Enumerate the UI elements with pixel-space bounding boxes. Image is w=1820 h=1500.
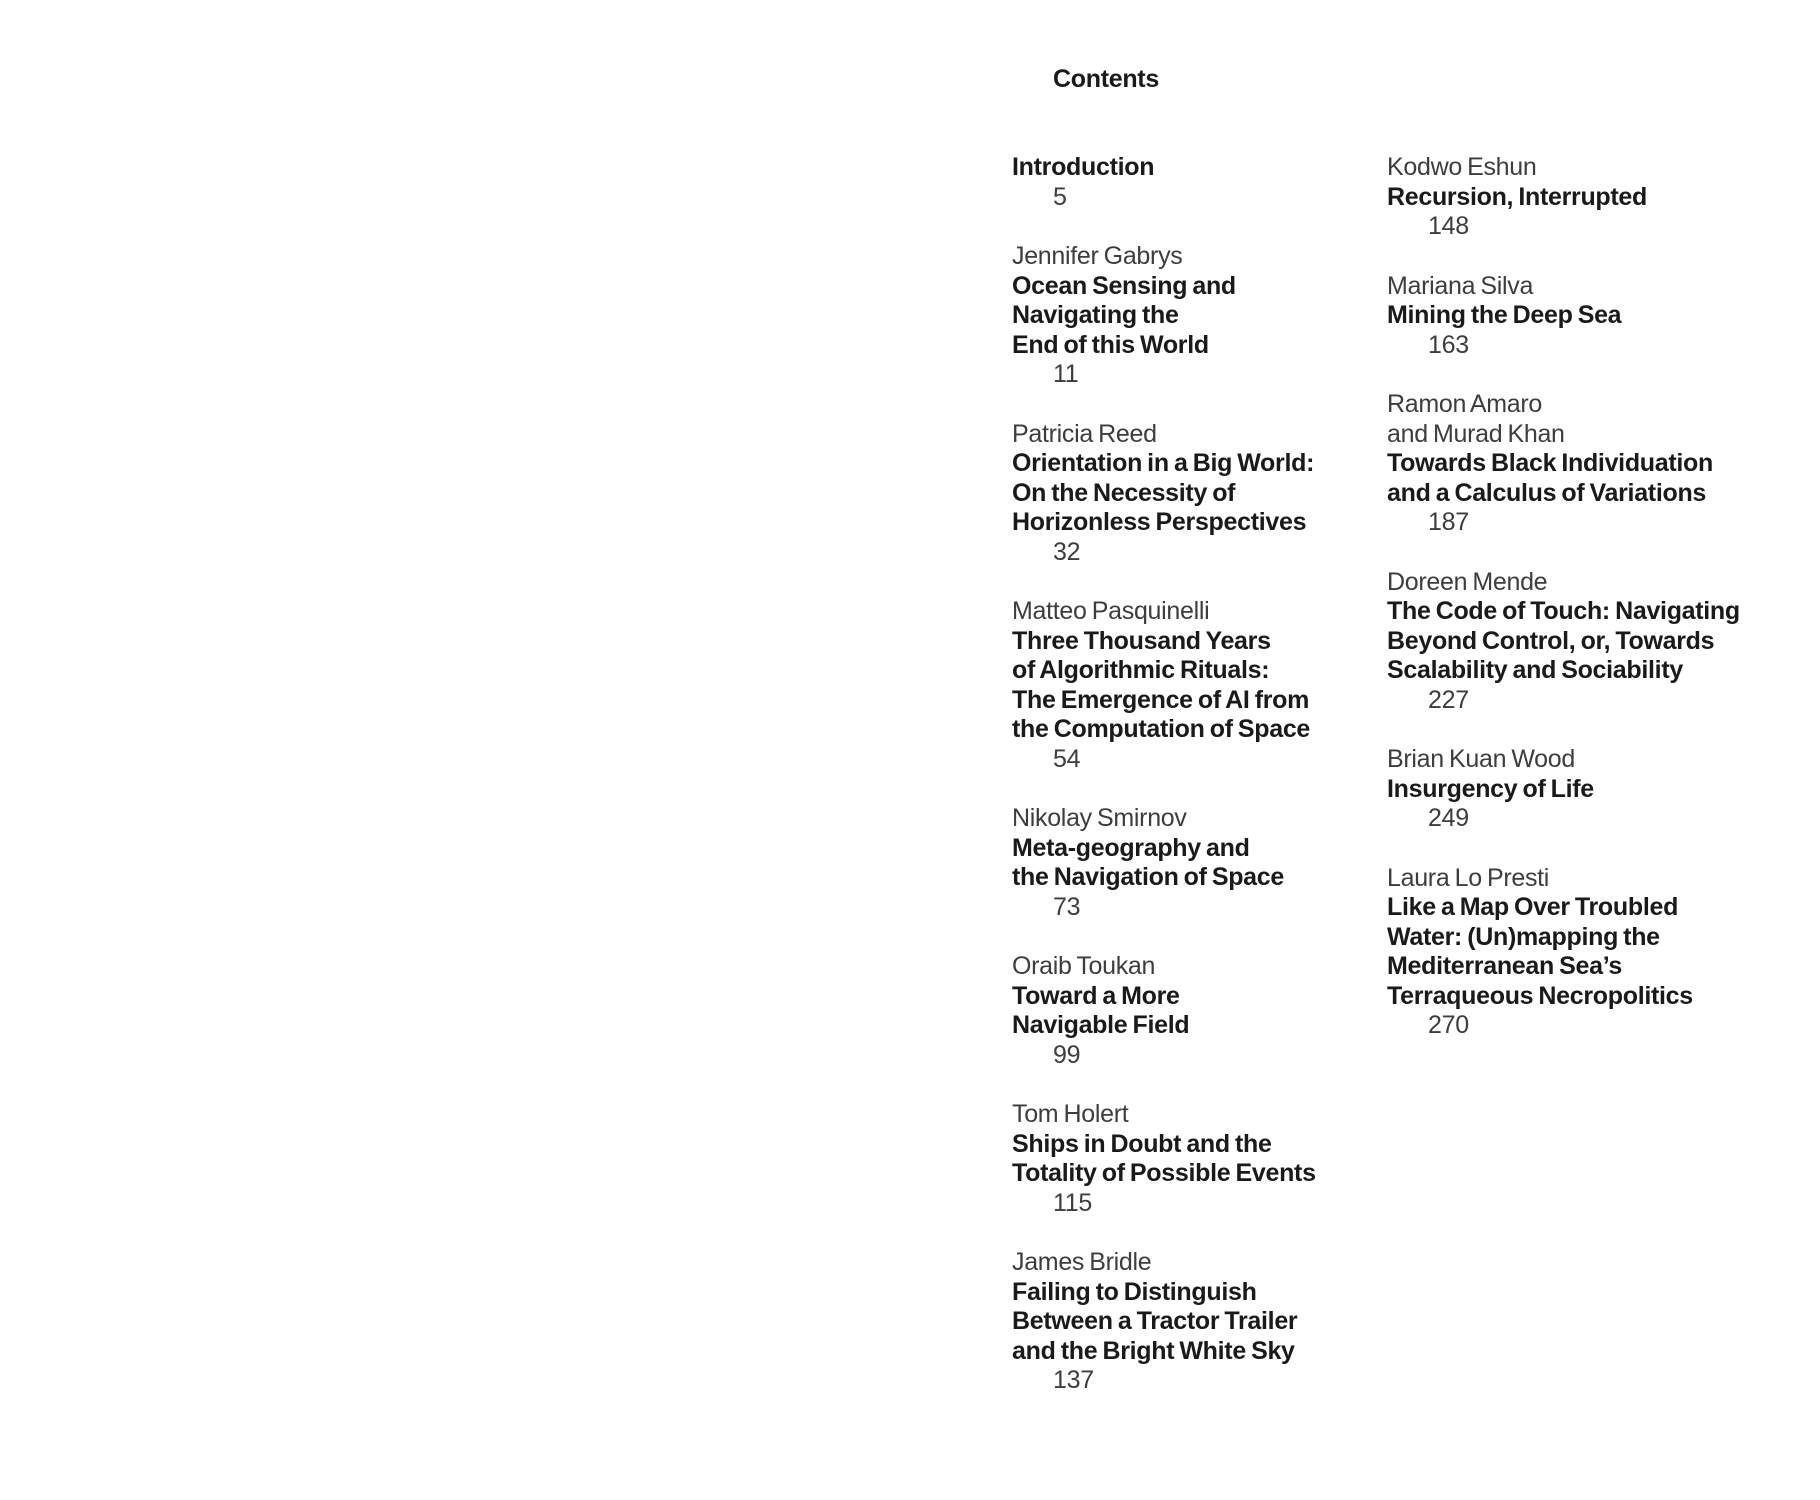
toc-entry-author: Matteo Pasquinelli (1012, 597, 1210, 625)
toc-entry-title: Orientation in a Big World: (1012, 449, 1315, 477)
toc-entry-page-number: 11 (1053, 360, 1079, 388)
toc-entry-title: Navigable Field (1012, 1011, 1190, 1039)
toc-entry-page-number: 187 (1428, 508, 1469, 536)
toc-entry-author: Jennifer Gabrys (1012, 242, 1183, 270)
toc-entry-title: Recursion, Interrupted (1387, 182, 1647, 211)
toc-entry-title: Towards Black Individuation (1387, 449, 1713, 477)
toc-entry-author: James Bridle (1012, 1248, 1152, 1276)
toc-entry-title: Scalability and Sociability (1387, 656, 1683, 684)
toc-entry-page-number: 5 (1053, 182, 1067, 211)
toc-entry-title: Toward a More (1012, 981, 1180, 1010)
toc-entry-page-number: 148 (1428, 212, 1469, 240)
toc-entry-page-number: 73 (1053, 892, 1081, 921)
toc-entry-title: and the Bright White Sky (1012, 1336, 1295, 1365)
toc-entry-page-number: 137 (1053, 1366, 1094, 1394)
toc-entry-title: Introduction (1012, 153, 1155, 181)
toc-entry-title: the Computation of Space (1012, 715, 1311, 743)
toc-entry-author: Nikolay Smirnov (1012, 804, 1187, 832)
toc-entry-author: Brian Kuan Wood (1387, 745, 1575, 773)
toc-entry-title: Mediterranean Sea’s (1387, 952, 1623, 980)
toc-entry-author: Tom Holert (1012, 1100, 1129, 1128)
toc-entry (1387, 390, 1757, 538)
toc-entry-title: Meta-geography and (1012, 833, 1250, 862)
page-title: Contents (1053, 65, 1159, 93)
toc-column-right (1387, 153, 1757, 1071)
toc-entry-page-number: 54 (1053, 744, 1081, 773)
toc-entry-title: On the Necessity of (1012, 478, 1236, 507)
toc-entry (1012, 420, 1382, 568)
toc-entry-title: and a Calculus of Variations (1387, 478, 1707, 507)
toc-entry-title: Like a Map Over Troubled (1387, 893, 1679, 921)
toc-entry-author: Laura Lo Presti (1387, 863, 1550, 892)
toc-entry (1012, 952, 1382, 1070)
toc-entry-page-number: 115 (1053, 1188, 1092, 1217)
toc-entry-title: Ships in Doubt and the (1012, 1129, 1272, 1158)
toc-entry-author: Mariana Silva (1387, 271, 1534, 300)
toc-entry-title: Navigating the (1012, 301, 1179, 329)
toc-entry-title: Between a Tractor Trailer (1012, 1307, 1298, 1335)
toc-entry (1387, 745, 1757, 834)
toc-entry-page-number: 249 (1428, 804, 1469, 832)
toc-entry-author: Doreen Mende (1387, 567, 1548, 596)
toc-entry-author: Kodwo Eshun (1387, 153, 1537, 181)
toc-entry (1387, 153, 1757, 242)
toc-entry-page-number: 99 (1053, 1040, 1081, 1069)
toc-entry-author: Patricia Reed (1012, 419, 1157, 448)
toc-entry-title: the Navigation of Space (1012, 863, 1284, 891)
toc-entry-title: Horizonless Perspectives (1012, 508, 1307, 536)
toc-entry-title: Totality of Possible Events (1012, 1159, 1316, 1187)
toc-entry-title: Three Thousand Years (1012, 626, 1271, 655)
toc-entry (1012, 153, 1382, 212)
toc-entry (1012, 597, 1382, 774)
toc-entry-page-number: 32 (1053, 537, 1081, 566)
toc-entry-page-number: 227 (1428, 685, 1469, 714)
toc-entry-author: Ramon Amaro (1387, 390, 1542, 418)
toc-entry (1012, 242, 1382, 390)
toc-entry-title: Terraqueous Necropolitics (1387, 981, 1693, 1010)
toc-entry-title: The Emergence of AI from (1012, 685, 1310, 714)
toc-entry (1012, 1248, 1382, 1396)
toc-entry (1012, 1100, 1382, 1218)
toc-entry-title: Ocean Sensing and (1012, 271, 1236, 300)
toc-entry-title: Beyond Control, or, Towards (1387, 626, 1715, 655)
toc-entry (1012, 804, 1382, 922)
toc-entry-title: Water: (Un)mapping the (1387, 922, 1660, 951)
toc-entry-title: Mining the Deep Sea (1387, 301, 1622, 329)
toc-entry-title: Insurgency of Life (1387, 774, 1594, 803)
toc-entry-page-number: 163 (1428, 330, 1469, 359)
toc-column-left (1012, 153, 1382, 1426)
toc-entry-title: The Code of Touch: Navigating (1387, 597, 1740, 625)
toc-entry (1387, 272, 1757, 361)
toc-entry (1387, 568, 1757, 716)
toc-entry-title: Failing to Distinguish (1012, 1277, 1257, 1306)
toc-entry-title: End of this World (1012, 330, 1209, 359)
toc-entry (1387, 864, 1757, 1041)
toc-entry-title: of Algorithmic Rituals: (1012, 656, 1270, 684)
toc-entry-author: and Murad Khan (1387, 419, 1565, 448)
toc-entry-page-number: 270 (1428, 1011, 1469, 1039)
toc-entry-author: Oraib Toukan (1012, 952, 1156, 980)
